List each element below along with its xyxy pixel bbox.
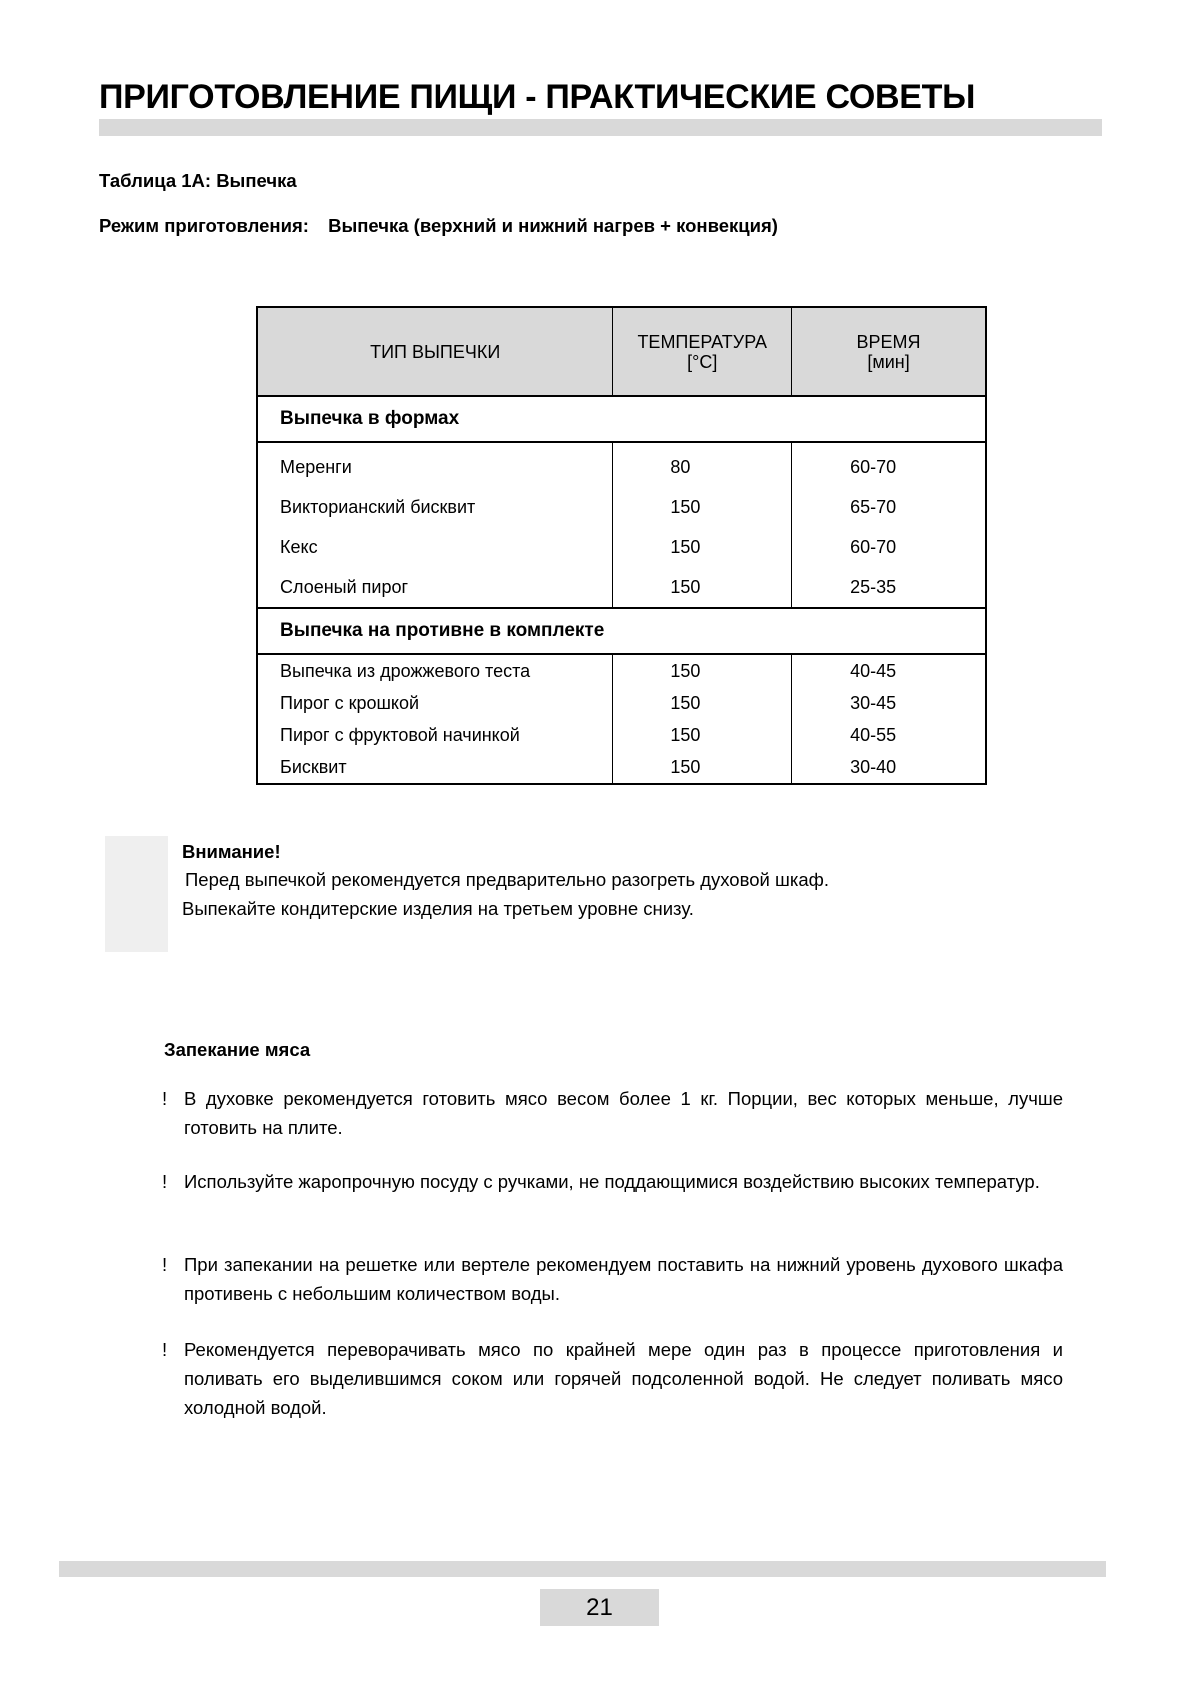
mode-value: Выпечка (верхний и нижний нагрев + конвекция) [328, 215, 778, 236]
cooking-mode [99, 215, 778, 237]
table-row: Пирог с крошкой 150 30-45 [257, 687, 986, 719]
meat-tip: ! Используйте жаропрочную посуду с ручками, не поддающимися воздействию высоких температур. [162, 1167, 1063, 1196]
table-row: Пирог с фруктовой начинкой 150 40-55 [257, 719, 986, 751]
exclamation-icon: ! [162, 1339, 168, 1360]
note-marker-box [105, 836, 168, 952]
baking-table [256, 306, 987, 785]
meat-tip: ! При запекании на решетке или вертеле рекомендуем поставить на нижний уровень духового шкафа противень с небольшим количеством воды. [162, 1250, 1063, 1308]
table-row: Выпечка из дрожжевого теста 150 40-45 [257, 654, 986, 687]
header-temperature: ТЕМПЕРАТУРА [°C] [613, 307, 792, 396]
table-row: Кекс 150 60-70 [257, 527, 986, 567]
header-time: ВРЕМЯ [мин] [792, 307, 986, 396]
mode-label: Режим приготовления: [99, 215, 309, 236]
exclamation-icon: ! [162, 1171, 168, 1192]
note-line: Выпекайте кондитерские изделия на третьем уровне снизу. [182, 898, 694, 919]
header-type: ТИП ВЫПЕЧКИ [257, 307, 613, 396]
table-row: Слоеный пирог 150 25-35 [257, 567, 986, 608]
page-number: 21 [540, 1589, 659, 1626]
section-row: Выпечка на противне в комплекте [257, 608, 986, 654]
meat-section-title: Запекание мяса [164, 1039, 311, 1060]
section-row: Выпечка в формах [257, 396, 986, 442]
meat-tip: ! В духовке рекомендуется готовить мясо весом более 1 кг. Порции, вес которых меньше, лучше готовить на плите. [162, 1084, 1063, 1142]
note-title: Внимание! [182, 841, 281, 862]
title-underline-bar [99, 119, 1102, 136]
note-line: Перед выпечкой рекомендуется предварительно разогреть духовой шкаф. [185, 869, 829, 890]
page-title: ПРИГОТОВЛЕНИЕ ПИЩИ - ПРАКТИЧЕСКИЕ СОВЕТЫ [99, 78, 976, 116]
meat-tip: ! Рекомендуется переворачивать мясо по крайней мере один раз в процессе приготовления и поливать его выделившимся соком или горячей подсоленной водой. Не следует поливать мясо холодной водой. [162, 1335, 1063, 1422]
table-header-row [257, 307, 986, 396]
exclamation-icon: ! [162, 1254, 168, 1275]
table-row: Викторианский бисквит 150 65-70 [257, 487, 986, 527]
exclamation-icon: ! [162, 1088, 168, 1109]
table-row: Бисквит 150 30-40 [257, 751, 986, 784]
table-caption: Таблица 1А: Выпечка [99, 170, 297, 191]
table-row: Меренги 80 60-70 [257, 442, 986, 487]
footer-bar [59, 1561, 1106, 1577]
